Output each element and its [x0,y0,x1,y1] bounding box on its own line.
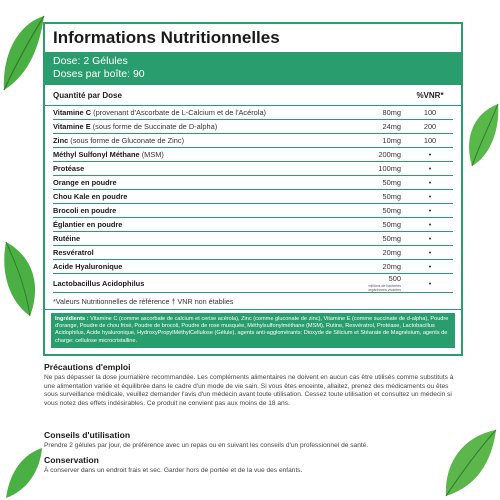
nutrient-vnr: 100 [423,136,437,145]
table-row [53,134,453,148]
nutrient-label: Resvératrol [53,248,94,257]
nutrient-label: Orange en poudre [53,178,117,187]
nutrient-name [53,277,351,290]
table-row [53,106,453,120]
dose-value: 50mg [382,206,401,215]
nutrient-name [53,162,351,175]
nutrient-dose [351,108,407,117]
dose-value: 24mg [382,122,401,131]
table-row [53,204,453,218]
table-row [53,246,453,260]
table-row [53,274,453,293]
dose-value: 20mg [382,262,401,271]
nutrient-dose [351,178,407,187]
nutrient-name [53,232,351,245]
dose-value: 80mg [382,108,401,117]
table-row [53,148,453,162]
nutrient-detail: (MSM) [139,150,164,159]
table-row [53,162,453,176]
leaf-icon [0,14,48,94]
nutrient-vnr: • [428,178,432,187]
dose-value: 50mg [382,192,401,201]
nutrient-vnr: • [428,234,432,243]
nutrient-vnr: • [428,206,432,215]
nutrient-name [53,246,351,259]
nutrient-dose [351,192,407,201]
header-quantity: Quantité par Dose [53,90,122,100]
nutrient-label: Acide Hyaluronique [53,262,123,271]
ingredients-box [51,313,455,348]
nutrient-vnr: • [428,278,432,288]
nutrient-dose [351,136,407,145]
conseils-text: Prendre 2 gélules par jour, de préférence avec un repas ou en suivant les conseils d'un professionnel de santé. [44,442,369,449]
conservation-text: À conserver dans un endroit frais et sec. Garder hors de portée et de la vue des enfants. [44,467,303,474]
ingredients-text: Vitamine C (comme ascorbate de calcium et cerise acérola), Zinc (comme gluconate de zinc), Vitamine E (comme succinate de d-alpha), Poudre d'orange, Poudre de chou frisé, Poudre de brocoli, Poudre de rose musquée, Méthylsulfonylméthane (MSM), Rutine, Resvératrol, Protéase, Lactobacillus Acidophilus, Acide hyaluronique, HydroxyPropylMéthylCellulose (Gélule), agents anti-agglomérants: Dioxyde de Silicium et Stéarate de Magnésium, agents de charge: cellulose microcristalline. [55,316,449,344]
table-row [53,260,453,274]
table-row [53,218,453,232]
conservation-heading: Conservation [44,455,99,465]
dose-value: 10mg [382,136,401,145]
nutrient-label: Chou Kale en poudre [53,192,128,201]
nutrient-label: Vitamine C [53,108,92,117]
table-row [53,190,453,204]
dose-unit-note: millions de bacteries organismes vivantes [368,284,401,293]
nutrient-vnr: • [428,248,432,257]
nutrient-vnr: 200 [423,122,437,131]
nutrient-vnr: 100 [423,108,437,117]
dose-value: 20mg [382,248,401,257]
dose-value: 100mg [378,164,401,173]
dose-value: 200mg [378,150,401,159]
nutrient-detail: (sous forme de Succinate de D-alpha) [90,122,218,131]
nutrient-name [53,204,351,217]
nutrient-dose [351,122,407,131]
table-row [53,120,453,134]
nutrient-vnr: • [428,150,432,159]
nutrient-name [53,218,351,231]
doses-per-box-line: Doses par boîte: 90 [53,68,145,80]
nutrient-vnr: • [428,220,432,229]
nutrient-name [53,176,351,189]
precautions-text: Ne pas dépasser la dose journalière recommandée. Les compléments alimentaires ne doivent en aucun cas être utilisés comme substituts à une alimentation variée et équilibrée dans le cadre d'un mode de vie sain. Si vous êtes enceinte, allaitez, prenez des médicaments ou êtes sous surveillance médicale, veuillez demander l'avis d'un médecin avant toute utilisation. Cessez toute utilisation et consultez un médecin si vous notez des effets indésirables. Ce produit ne convient pas aux moins de 18 ans. [44,374,454,407]
nutrient-dose [351,248,407,257]
nutrient-dose [351,150,407,159]
nutrient-label: Vitamine E [53,122,91,131]
nutrient-vnr: • [428,164,432,173]
nutrient-name [53,120,351,133]
conseils-section [44,430,464,451]
nutrient-detail: (provenant d'Ascorbate de L-Calcium et de l'Acérola) [91,108,267,117]
nutrient-vnr: • [428,192,432,201]
nutrient-detail: (sous forme de Gluconate de Zinc) [68,136,185,145]
dose-value: 50mg [382,220,401,229]
header-vnr: %VNR* [416,90,444,100]
dose-bar [45,52,461,85]
footnote: *Valeurs Nutritionnelles de référence † VNR non établies [45,293,461,310]
leaf-icon [4,446,44,500]
panel-title: Informations Nutritionnelles [53,28,280,47]
nutrient-name [53,148,351,161]
nutrient-name [53,134,351,147]
nutrient-dose [351,234,407,243]
nutrient-label: Brocoli en poudre [53,206,117,215]
dose-value: 50mg [382,178,401,187]
dose-value: 500 [388,274,401,283]
nutrient-label: Rutéine [53,234,81,243]
nutrient-vnr: • [428,262,432,271]
leaf-icon [462,100,500,170]
conservation-section [44,455,464,476]
nutrient-dose [351,164,407,173]
dose-value: 50mg [382,234,401,243]
nutrient-dose [351,262,407,271]
nutrient-table [45,106,461,293]
nutrient-label: Méthyl Sulfonyl Méthane [53,150,140,159]
nutrient-dose [351,206,407,215]
precautions-section [44,362,464,408]
nutrient-dose [351,220,407,229]
nutrient-label: Lactobacillus Acidophilus [53,278,145,288]
nutrient-dose [351,274,407,292]
conseils-heading: Conseils d'utilisation [44,430,131,440]
ingredients-label: Ingrédients : [55,316,89,323]
nutrient-name [53,260,351,273]
nutrition-panel [43,22,463,356]
precautions-heading: Précautions d'emploi [44,362,131,372]
table-row [53,176,453,190]
nutrient-label: Zinc [53,136,69,145]
nutrient-name [53,106,351,119]
dose-line: Dose: 2 Gélules [53,55,128,67]
table-header [45,85,461,106]
nutrient-name [53,190,351,203]
leaf-icon [0,238,44,320]
table-row [53,232,453,246]
nutrient-label: Églantier en poudre [53,220,123,229]
nutrient-label: Protéase [53,164,85,173]
